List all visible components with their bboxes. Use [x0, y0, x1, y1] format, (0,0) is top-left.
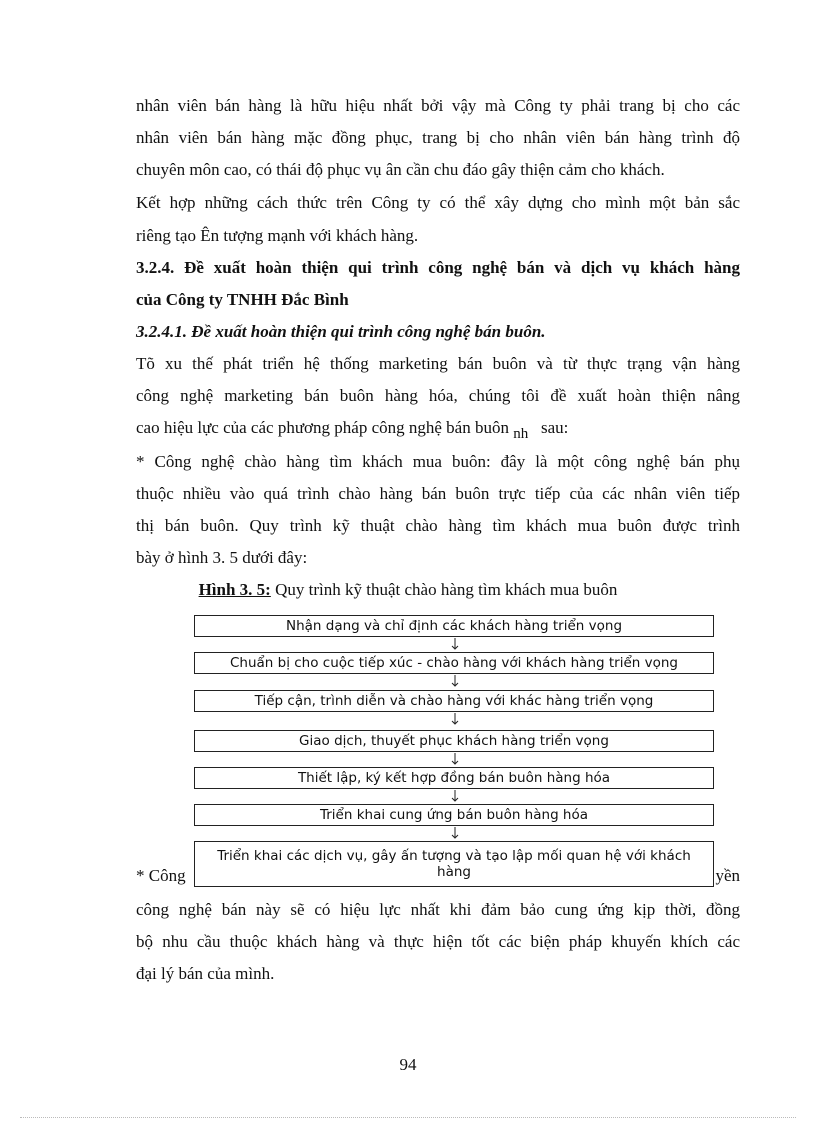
- arrow-down-icon: [450, 638, 460, 650]
- arrow-down-icon: [450, 675, 460, 687]
- arrow-down-icon: [450, 753, 460, 765]
- flow-step-7: Triển khai các dịch vụ, gây ấn tượng và tạo lập mối quan hệ với khách hàng: [194, 841, 714, 887]
- flow-step-4: Giao dịch, thuyết phục khách hàng triển vọng: [194, 730, 714, 752]
- section-heading: của Công ty TNHH Đắc Bình: [136, 290, 349, 309]
- text-line: nhân viên bán hàng mặc đồng phục, trang bị cho nhân viên bán hàng trình độ: [136, 128, 740, 147]
- text-line: Kết hợp những cách thức trên Công ty có thể xây dựng cho mình một bản sắc: [136, 193, 740, 212]
- text-segment: sau:: [540, 418, 569, 437]
- arrow-down-icon: [450, 713, 460, 725]
- subsection-heading: 3.2.4.1. Đề xuất hoàn thiện qui trình công nghệ bán buôn.: [136, 322, 546, 341]
- text-line: công nghệ bán này sẽ có hiệu lực nhất khi đảm bảo cung ứng kịp thời, đồng: [136, 900, 740, 919]
- page-number: 94: [399, 1055, 417, 1074]
- section-heading: 3.2.4. Đề xuất hoàn thiện qui trình công nghệ bán và dịch vụ khách hàng: [136, 258, 740, 277]
- page-border: [20, 1117, 796, 1118]
- text-line: * Công nghệ chào hàng tìm khách mua buôn: đây là một công nghệ bán phụ: [136, 452, 740, 471]
- text-line: chuyên môn cao, có thái độ phục vụ ân cần chu đáo gây thiện cảm cho khách.: [136, 160, 665, 179]
- text-line: [136, 418, 740, 442]
- text-line: bày ở hình 3. 5 dưới đây:: [136, 548, 308, 567]
- text-line: Tõ xu thế phát triển hệ thống marketing bán buôn và từ thực trạng vận hàng: [136, 354, 740, 373]
- flow-step-6: Triển khai cung ứng bán buôn hàng hóa: [194, 804, 714, 826]
- flow-step-2: Chuẩn bị cho cuộc tiếp xúc - chào hàng với khách hàng triển vọng: [194, 652, 714, 674]
- figure-title: Quy trình kỹ thuật chào hàng tìm khách mua buôn: [270, 580, 618, 599]
- text-line: riêng tạo Ên tượng mạnh với khách hàng.: [136, 226, 419, 245]
- text-segment: yền: [715, 866, 740, 885]
- text-line: đại lý bán của mình.: [136, 964, 275, 983]
- figure-label: Hình 3. 5:: [198, 580, 271, 599]
- flow-step-3: Tiếp cận, trình diễn và chào hàng với khác hàng triển vọng: [194, 690, 714, 712]
- text-line: nhân viên bán hàng là hữu hiệu nhất bởi vậy mà Công ty phải trang bị cho các: [136, 96, 740, 115]
- text-segment: * Công: [136, 866, 186, 885]
- text-segment: nh: [513, 426, 529, 442]
- text-segment: cao hiệu lực của các phương pháp công nghệ bán buôn: [136, 418, 509, 437]
- text-line: thị bán buôn. Quy trình kỹ thuật chào hàng tìm khách mua buôn được trình: [136, 516, 740, 535]
- arrow-down-icon: [450, 790, 460, 802]
- flow-step-1: Nhận dạng và chỉ định các khách hàng triển vọng: [194, 615, 714, 637]
- text-line: bộ nhu cầu thuộc khách hàng và thực hiện tốt các biện pháp khuyến khích các: [136, 932, 740, 951]
- text-line: công nghệ marketing bán buôn hàng hóa, chúng tôi đề xuất hoàn thiện nâng: [136, 386, 740, 405]
- figure-caption: [0, 580, 816, 600]
- arrow-down-icon: [450, 827, 460, 839]
- text-line: thuộc nhiều vào quá trình chào hàng bán buôn trực tiếp của các nhân viên tiếp: [136, 484, 740, 503]
- flow-step-5: Thiết lập, ký kết hợp đồng bán buôn hàng hóa: [194, 767, 714, 789]
